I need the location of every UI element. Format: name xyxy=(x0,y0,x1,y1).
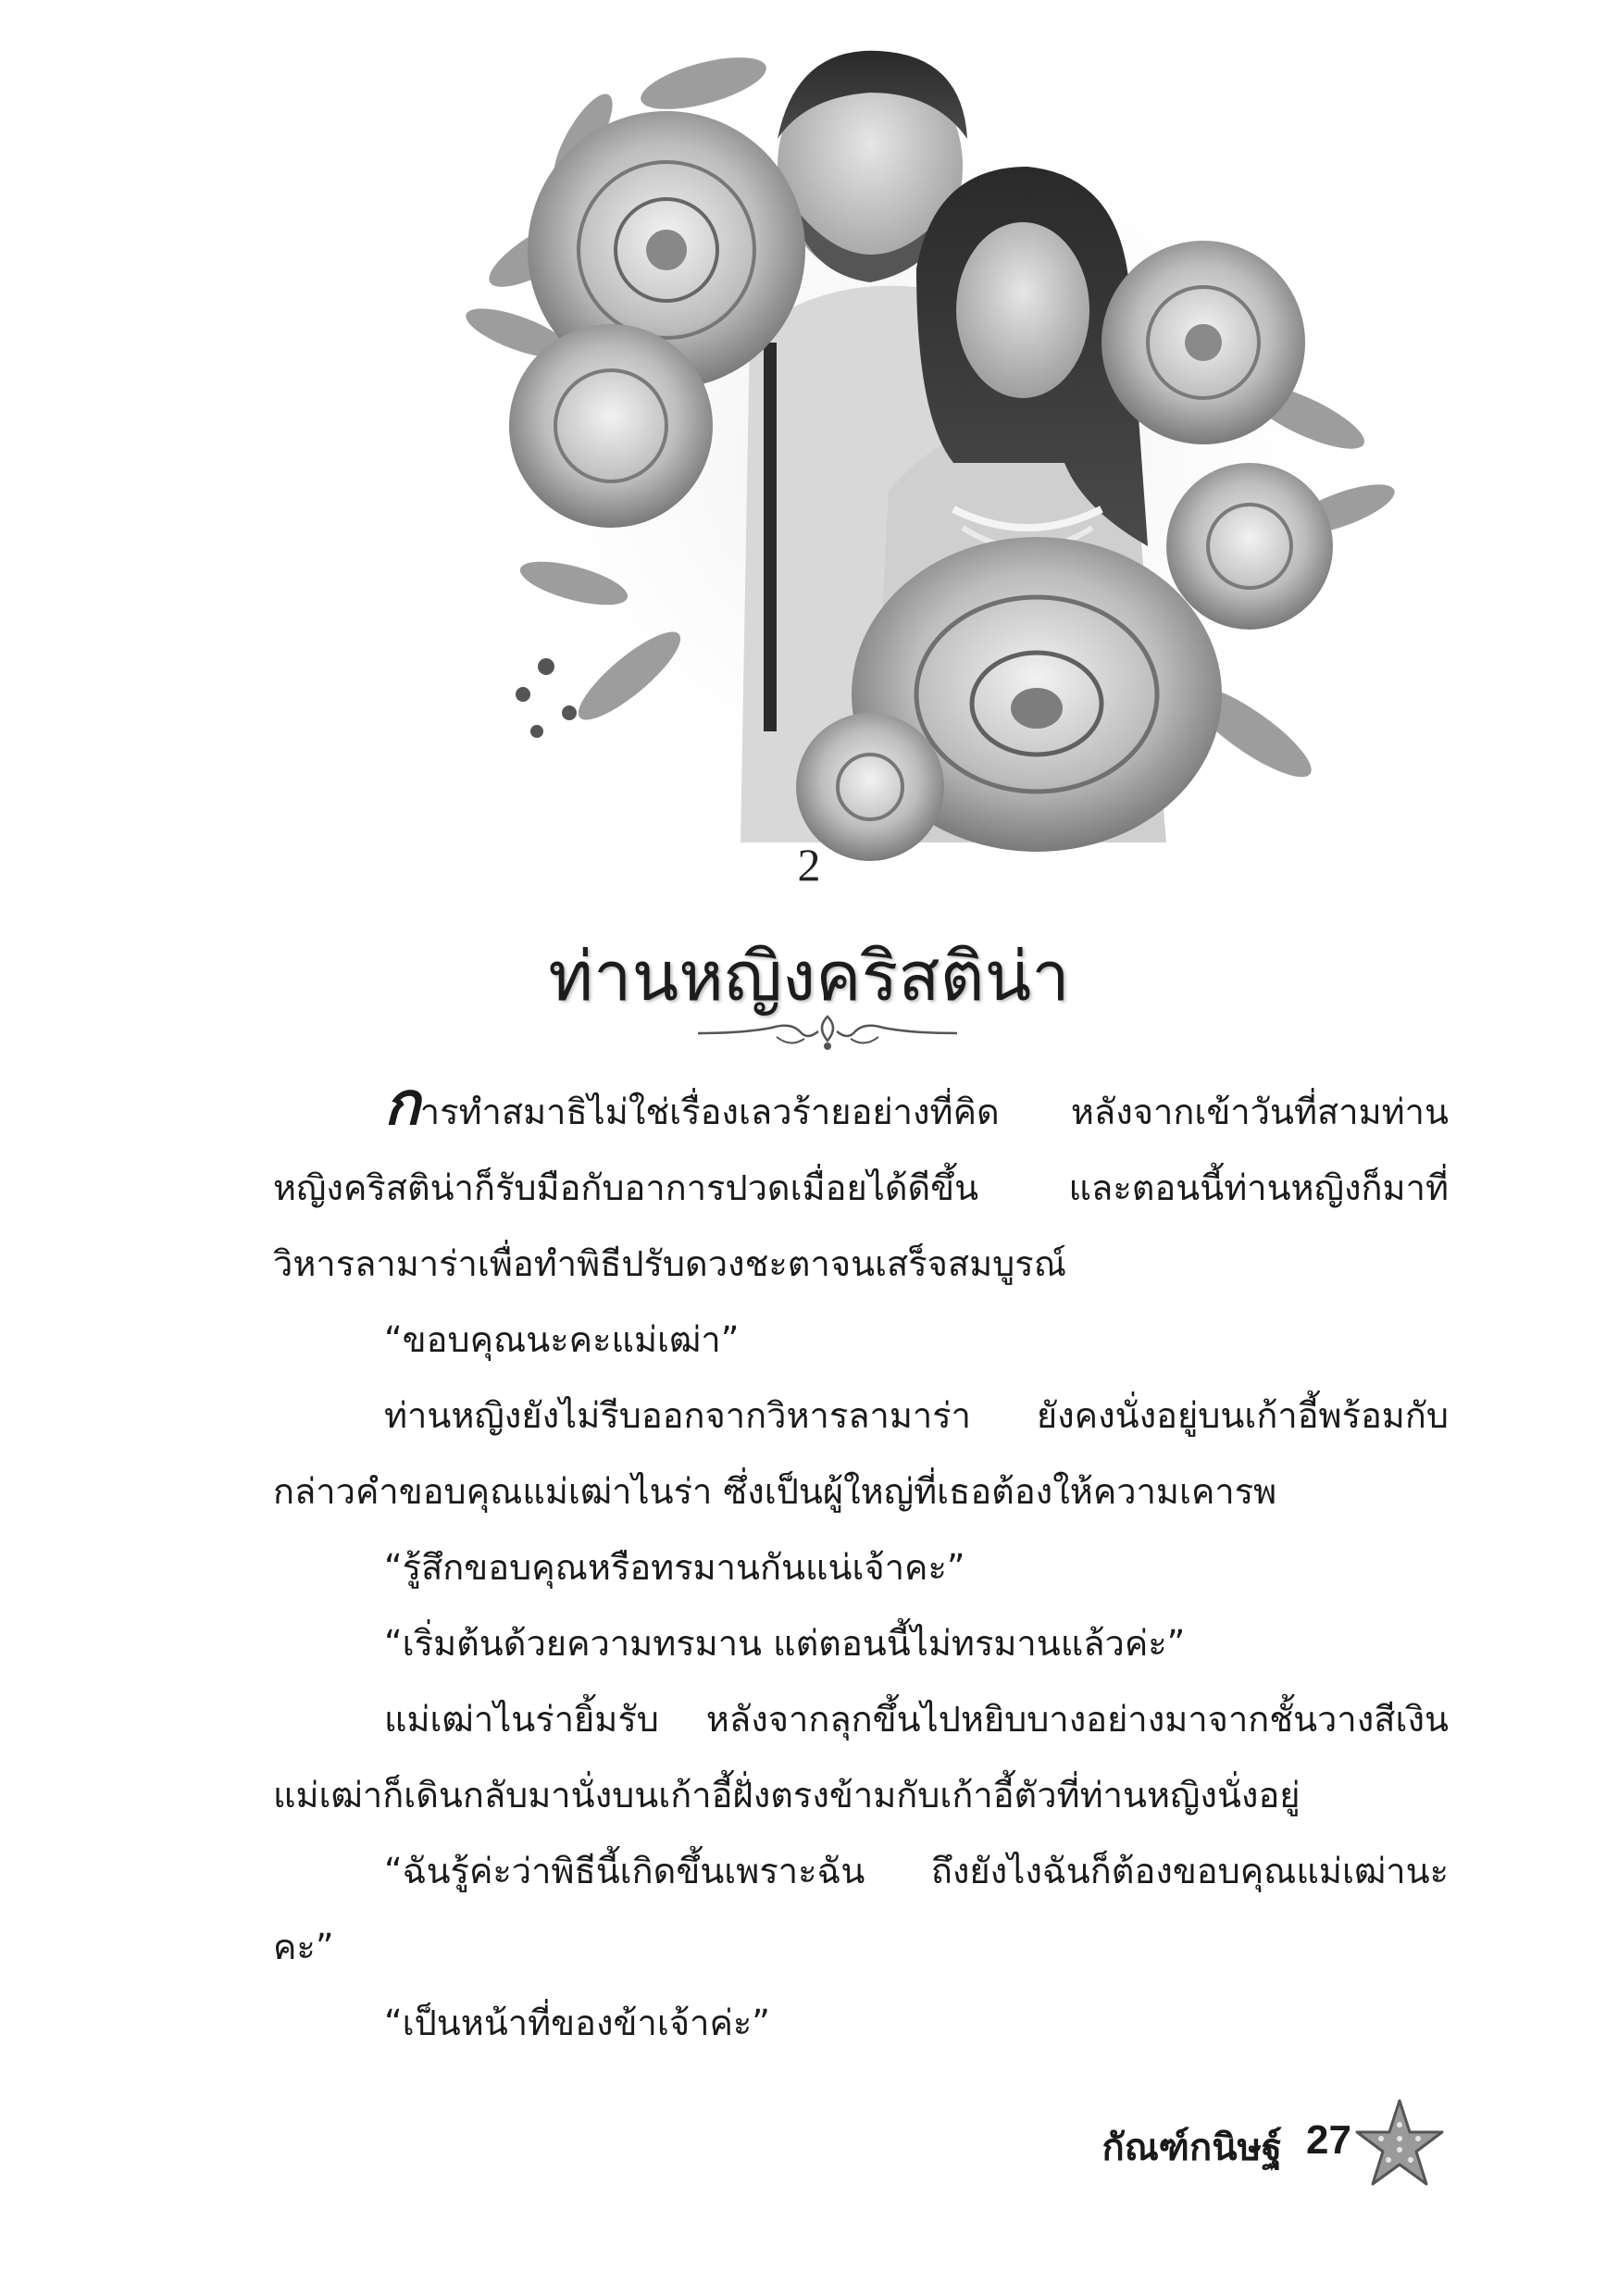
book-title: กัณฑ์กนิษฐ์ xyxy=(1101,2127,1282,2169)
starfish-icon xyxy=(1353,2097,1446,2190)
paragraph: ท่านหญิงยังไม่รีบออกจากวิหารลามาร่า ยังคงนั่งอยู่บนเก้าอี้พร้อมกับกล่าวคำขอบคุณแม่เฒ่าไนร่า ซึ่งเป็นผู้ใหญ่ที่เธอต้องให้ความเคารพ xyxy=(273,1395,1449,1512)
page-number: 27 xyxy=(1306,2117,1351,2163)
chapter-number: 2 xyxy=(797,839,821,891)
dialogue-line: “ฉันรู้ค่ะว่าพิธีนี้เกิดขึ้นเพราะฉัน ถึงยังไงฉันก็ต้องขอบคุณแม่เฒ่านะคะ” xyxy=(273,1851,1449,1967)
dialogue-line: “ขอบคุณนะคะแม่เฒ่า” xyxy=(384,1319,740,1360)
chapter-title: ท่านหญิงคริสติน่า xyxy=(548,937,1070,1017)
dialogue-line: “เป็นหน้าที่ของข้าเจ้าค่ะ” xyxy=(384,2003,770,2043)
couple-floral-illustration xyxy=(435,28,1407,889)
paragraph xyxy=(273,1070,1449,1302)
dialogue-line: “เริ่มต้นด้วยความทรมาน แต่ตอนนี้ไม่ทรมานแล้วค่ะ” xyxy=(384,1623,1186,1664)
flourish-divider xyxy=(689,1009,966,1054)
story-text xyxy=(273,1070,1449,2061)
paragraph: แม่เฒ่าไนร่ายิ้มรับ หลังจากลุกขึ้นไปหยิบบางอย่างมาจากชั้นวางสีเงิน แม่เฒ่าก็เดินกลับมานั่งบนเก้าอี้ฝั่งตรงข้ามกับเก้าอี้ตัวที่ท่านหญิงนั่งอยู่ xyxy=(273,1699,1449,1816)
page-footer xyxy=(1064,2097,1527,2190)
paragraph-text: ารทำสมาธิไม่ใช่เรื่องเลวร้ายอย่างที่คิด หลังจากเข้าวันที่สามท่านหญิงคริสติน่าก็รับมือกับอาการปวดเมื่อยได้ดีขึ้น และตอนนี้ท่านหญิงก็มาที่วิหารลามาร่าเพื่อทำพิธีปรับดวงชะตาจนเสร็จสมบูรณ์ xyxy=(273,1092,1449,1284)
drop-cap-letter: ก xyxy=(384,1070,420,1139)
dialogue-line: “รู้สึกขอบคุณหรือทรมานกันแน่เจ้าคะ” xyxy=(384,1547,965,1588)
